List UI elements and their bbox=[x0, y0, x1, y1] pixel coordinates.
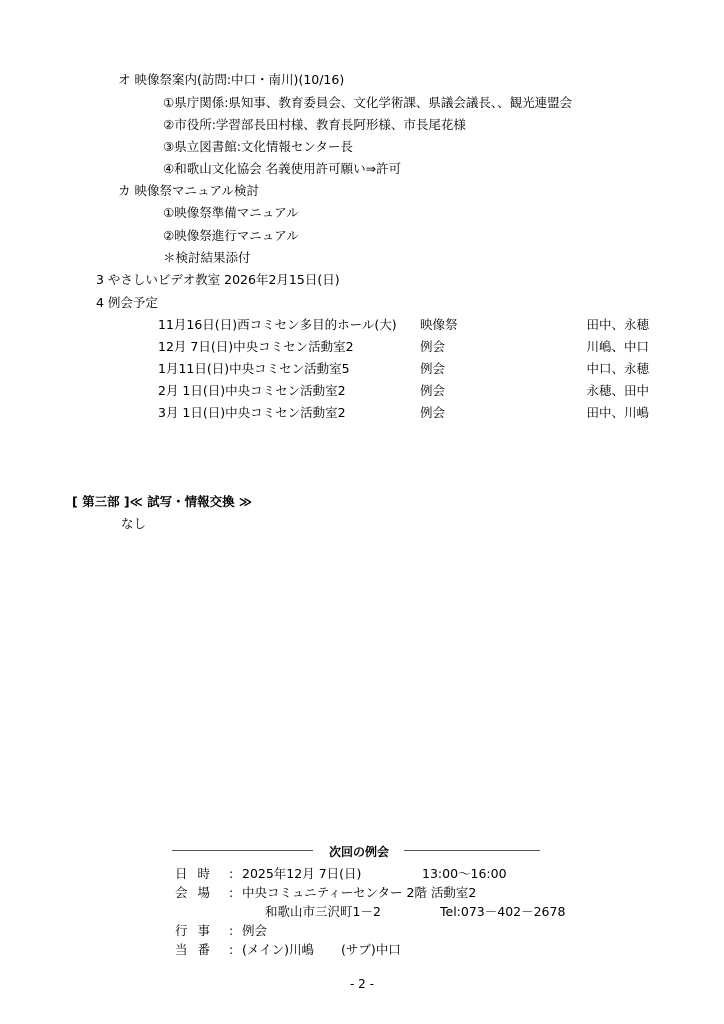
next-meeting-title: 次回の例会 bbox=[328, 845, 389, 859]
section-o-item-1: ①県庁関係:県知事、教育委員会、文化学術課、県議会議長、、観光連盟会 bbox=[163, 95, 573, 110]
section-o-header: オ 映像祭案内(訪問:中口・南川)(10/16) bbox=[118, 72, 345, 87]
venue-label: 会場 bbox=[175, 885, 221, 900]
event-value: 例会 bbox=[242, 923, 268, 938]
schedule-staff: 永穂、田中 bbox=[586, 383, 649, 398]
section-o-item-3: ③県立図書館:文化情報センター長 bbox=[163, 139, 353, 154]
duty-sub-value: (サブ)中口 bbox=[341, 942, 401, 957]
schedule-staff: 田中、永穂 bbox=[586, 317, 649, 332]
next-meeting-date-row bbox=[0, 866, 724, 882]
divider-right bbox=[404, 850, 540, 851]
schedule-row bbox=[0, 383, 724, 399]
date-value: 2025年12月 7日(日) bbox=[242, 866, 362, 881]
duty-main-value: (メイン)川嶋 bbox=[242, 942, 315, 957]
time-value: 13:00～16:00 bbox=[422, 866, 507, 881]
section-ka-item-2: ②映像祭進行マニュアル bbox=[163, 228, 299, 243]
phone-value: Tel:073－402－2678 bbox=[440, 904, 566, 919]
schedule-row bbox=[0, 405, 724, 421]
next-meeting-event-row bbox=[0, 923, 724, 939]
schedule-date: 11月16日(日)西コミセン多目的ホール(大) bbox=[158, 317, 397, 332]
schedule-type: 例会 bbox=[420, 383, 446, 398]
section-ka-note: ＊検討結果添付 bbox=[163, 250, 251, 265]
page-number: - 2 - bbox=[350, 977, 374, 991]
schedule-date: 1月11日(日)中央コミセン活動室5 bbox=[158, 361, 350, 376]
schedule-type: 例会 bbox=[420, 405, 446, 420]
next-meeting-address-row bbox=[0, 904, 724, 920]
item-3-video-class: 3 やさしいビデオ教室 2026年2月15日(日) bbox=[96, 272, 340, 287]
section-ka-item-1: ①映像祭準備マニュアル bbox=[163, 205, 299, 220]
address-value: 和歌山市三沢町1－2 bbox=[265, 904, 381, 919]
schedule-staff: 田中、川嶋 bbox=[586, 405, 649, 420]
part3-title: [ 第三部 ]≪ 試写・情報交換 ≫ bbox=[72, 494, 253, 509]
colon: : bbox=[229, 942, 234, 957]
duty-label: 当番 bbox=[175, 942, 221, 957]
venue-value: 中央コミュニティーセンター 2階 活動室2 bbox=[242, 885, 477, 900]
date-label: 日時 bbox=[175, 866, 221, 881]
colon: : bbox=[229, 885, 234, 900]
divider-left bbox=[172, 850, 313, 851]
schedule-staff: 中口、永穂 bbox=[586, 361, 649, 376]
schedule-row bbox=[0, 339, 724, 355]
next-meeting-venue-row bbox=[0, 885, 724, 901]
event-label: 行事 bbox=[175, 923, 221, 938]
item-4-schedule-heading: 4 例会予定 bbox=[96, 295, 158, 310]
colon: : bbox=[229, 866, 234, 881]
section-o-item-4: ④和歌山文化協会 名義使用許可願い⇒許可 bbox=[163, 161, 402, 176]
schedule-type: 映像祭 bbox=[420, 317, 458, 332]
schedule-type: 例会 bbox=[420, 361, 446, 376]
next-meeting-duty-row bbox=[0, 942, 724, 958]
schedule-date: 12月 7日(日)中央コミセン活動室2 bbox=[158, 339, 354, 354]
section-ka-header: カ 映像祭マニュアル検討 bbox=[118, 183, 259, 198]
schedule-type: 例会 bbox=[420, 339, 446, 354]
schedule-staff: 川嶋、中口 bbox=[586, 339, 649, 354]
schedule-row bbox=[0, 317, 724, 333]
schedule-row bbox=[0, 361, 724, 377]
schedule-date: 2月 1日(日)中央コミセン活動室2 bbox=[158, 383, 346, 398]
part3-body: なし bbox=[121, 516, 147, 531]
schedule-date: 3月 1日(日)中央コミセン活動室2 bbox=[158, 405, 346, 420]
colon: : bbox=[229, 923, 234, 938]
section-o-item-2: ②市役所:学習部長田村様、教育長阿形様、市長尾花様 bbox=[163, 117, 466, 132]
